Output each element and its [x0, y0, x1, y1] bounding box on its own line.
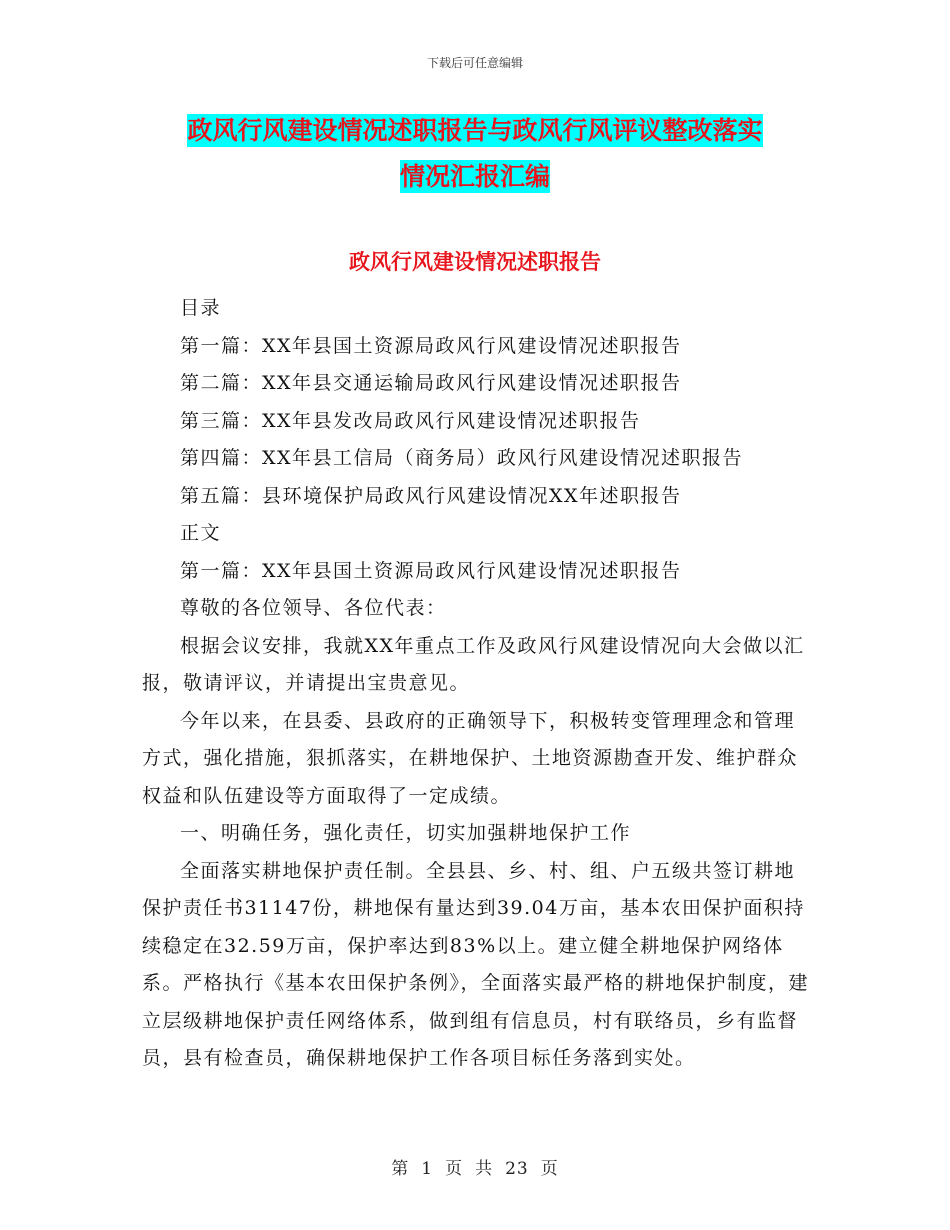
document-title	[140, 108, 810, 200]
header-note: 下载后可任意编辑	[426, 56, 523, 70]
page-label-mid2: 共	[475, 1159, 494, 1179]
paragraph-chapter-title: 第一篇：XX年县国土资源局政风行风建设情况述职报告	[180, 559, 682, 582]
paragraph-toc-item-4: 第四篇：XX年县工信局（商务局）政风行风建设情况述职报告	[180, 447, 744, 469]
paragraph-toc-item-2: 第二篇：XX年县交通运输局政风行风建设情况述职报告	[180, 372, 682, 394]
paragraph-body-heading: 正文	[180, 522, 222, 544]
paragraph-toc-heading: 目录	[180, 297, 222, 319]
total-pages-number: 23	[505, 1159, 529, 1179]
paragraph-section-heading: 一、明确任务，强化责任，切实加强耕地保护工作	[180, 822, 632, 844]
title-line-1: 政风行风建设情况述职报告与政风行风评议整改落实	[187, 116, 763, 145]
page-label-mid1: 页	[445, 1159, 464, 1179]
page-footer	[0, 1154, 950, 1179]
paragraph-toc-item-5: 第五篇：县环境保护局政风行风建设情况XX年述职报告	[180, 484, 682, 507]
current-page-number: 1	[421, 1159, 434, 1179]
section-title: 政风行风建设情况述职报告	[349, 250, 601, 274]
paragraph-farmland: 全面落实耕地保护责任制。全县县、乡、村、组、户五级共签订耕地保护责任书31147份，耕地保有量达到39.04万亩，基本农田保护面积持续稳定在32.59万亩，保护率达到83%以上。建立健全耕地保护网络体系。严格执行《基本农田保护条例》，全面落实最严格的耕地保护制度，建立层级耕地保护责任网络体系，做到组有信息员，村有联络员，乡有监督员，县有检查员，确保耕地保护工作各项目标任务落到实处。	[142, 859, 810, 1069]
paragraph-summary: 今年以来，在县委、县政府的正确领导下，积极转变管理理念和管理方式，强化措施，狠抓落实，在耕地保护、土地资源勘查开发、维护群众权益和队伍建设等方面取得了一定成绩。	[142, 709, 799, 807]
title-line-2: 情况汇报汇编	[399, 162, 550, 191]
paragraph-salutation: 尊敬的各位领导、各位代表：	[180, 597, 447, 619]
page-label-suffix: 页	[540, 1159, 559, 1179]
paragraph-intro: 根据会议安排，我就XX年重点工作及政风行风建设情况向大会做以汇报，敬请评议，并请提出宝贵意见。	[142, 634, 805, 694]
paragraph-toc-item-3: 第三篇：XX年县发改局政风行风建设情况述职报告	[180, 409, 641, 432]
page-label-prefix: 第	[391, 1159, 410, 1179]
paragraph-toc-item-1: 第一篇：XX年县国土资源局政风行风建设情况述职报告	[180, 334, 682, 357]
body-text	[142, 290, 812, 1078]
